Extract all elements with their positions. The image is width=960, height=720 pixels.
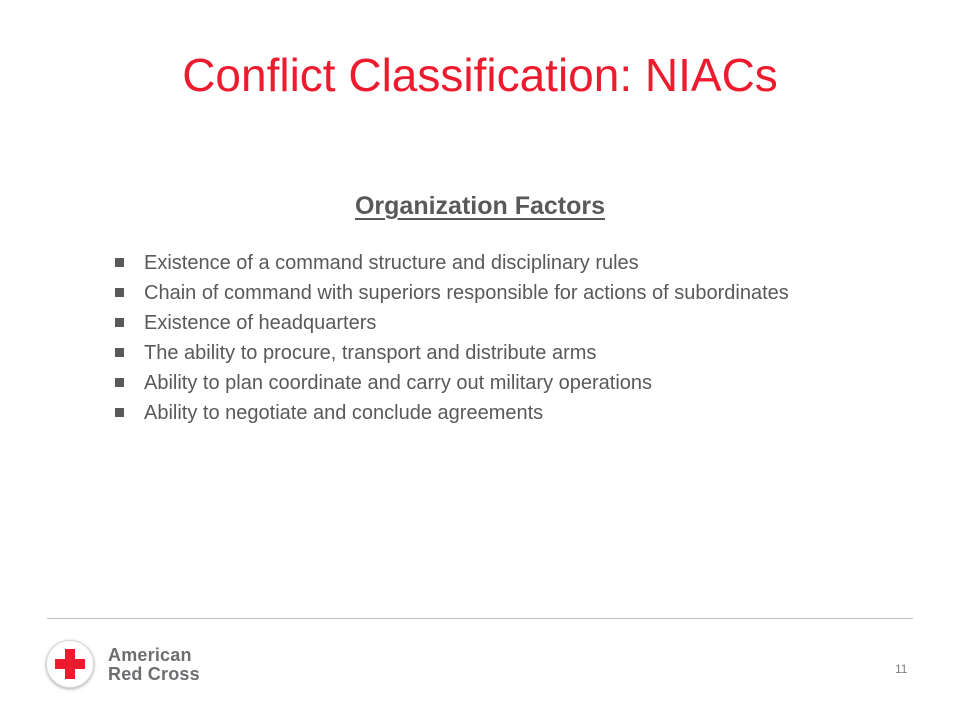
- square-bullet-icon: [115, 258, 124, 267]
- section-heading: Organization Factors: [354, 192, 606, 220]
- bullet-text: Ability to plan coordinate and carry out military operations: [144, 372, 653, 394]
- list-item: [113, 278, 873, 308]
- bullet-text: Ability to negotiate and conclude agreements: [144, 402, 544, 424]
- square-bullet-icon: [115, 288, 124, 297]
- list-item: [113, 308, 873, 338]
- list-item: [113, 368, 873, 398]
- logo-badge: [46, 640, 94, 688]
- footer-divider: [47, 618, 913, 619]
- list-item: [113, 398, 873, 428]
- slide-title: Conflict Classification: NIACs: [182, 49, 778, 101]
- bullet-text: The ability to procure, transport and distribute arms: [144, 342, 597, 364]
- square-bullet-icon: [115, 318, 124, 327]
- page-number: 11: [895, 662, 908, 676]
- logo-line-1: American: [108, 645, 192, 665]
- logo-line-2: Red Cross: [108, 664, 200, 684]
- square-bullet-icon: [115, 408, 124, 417]
- bullet-text: Chain of command with superiors responsible for actions of subordinates: [144, 282, 789, 304]
- bullet-list: [113, 248, 873, 428]
- red-cross-icon: [55, 649, 85, 679]
- american-red-cross-logo: [46, 638, 216, 694]
- square-bullet-icon: [115, 348, 124, 357]
- logo-wordmark: [108, 646, 200, 684]
- bullet-text: Existence of headquarters: [144, 312, 377, 334]
- list-item: [113, 338, 873, 368]
- square-bullet-icon: [115, 378, 124, 387]
- bullet-text: Existence of a command structure and disciplinary rules: [144, 252, 639, 274]
- list-item: [113, 248, 873, 278]
